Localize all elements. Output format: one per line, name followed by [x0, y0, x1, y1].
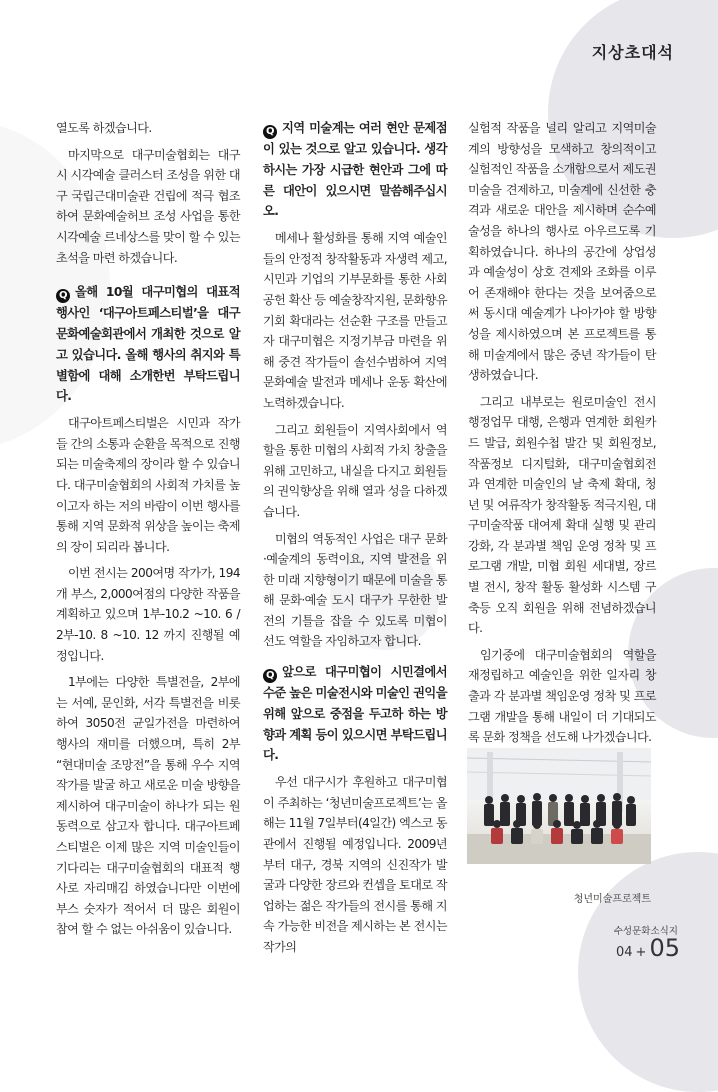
question-marker-icon: Q: [263, 669, 277, 683]
section-label: 지상초대석: [591, 43, 674, 62]
page-separator: +: [635, 945, 647, 960]
paragraph: 미협의 역동적인 사업은 대구 문화·예술계의 동력이요, 지역 발전을 위한 미래 지향형이기 때문에 미술을 통해 문화·예술 도시 대구가 무한한 발전의 기틀을 잡을 수 있도록 미협이 선도 역할을 자임하고자 합니다.: [263, 531, 447, 649]
page-number-right: 05: [649, 934, 680, 962]
question-text: 앞으로 대구미협이 시민결에서 수준 높은 미술전시와 미술인 권익을 위해 앞으로 중점을 두고하 하는 방향과 계획 등이 있으시면 부탁드립니다.: [263, 665, 447, 763]
question-text: 올해 10월 대구미협의 대표적 행사인 ‘대구아트페스티벌’을 대구 문화예술회관에서 개최한 것으로 알고 있습니다. 올해 행사의 취지와 특별함에 대해 소개한번 부탁드립니다.: [56, 285, 240, 404]
text-column-1: [56, 118, 240, 946]
paragraph: 대구아트페스티벌은 시민과 작가들 간의 소통과 순환을 목적으로 진행되는 미술축제의 장이라 할 수 있습니다. 대구미술협회의 사회적 가치를 높이고자 하는 저의 바람이 이번 행사를 통해 지역 문화적 위상을 높이는 축제의 장이 되리라 봅니다.: [56, 416, 240, 554]
page-number-left: 04: [616, 945, 633, 960]
paragraph: 마지막으로 대구미술협회는 대구시 시각예술 클러스터 조성을 위한 대구 국립근대미술관 건립에 적극 협조하여 문화예술허브 조성 사업을 통한 시각예술 르네상스를 맞이 할 수 있는 초석을 마련 하겠습니다.: [56, 147, 240, 265]
paragraph: 그리고 내부로는 원로미술인 전시 행정업무 대행, 은행과 연계한 회원카드 발급, 회원수첩 발간 및 회원정보, 작품정보 디지털화, 대구미술협회전 과 연계한 미술인의 날 축제 확대, 청년 및 여류작가 창작활동 적극지원, 대구미술작품 대여제 확대 실행 및 관리 강화, 각 분과별 책임 운영 정착 및 프로그램 개발, 미협 회원 세대별, 장르별 전시, 창작 활동 활성화 시스템 구축등 오직 회원을 위해 전념하겠습니다.: [468, 394, 656, 636]
paragraph: 1부에는 다양한 특별전을, 2부에는 서예, 문인화, 서각 특별전을 비롯하여 3050전 균일가전을 마련하여 행사의 재미를 더했으며, 특히 2부 “현대미술 조망전”을 통해 우수 지역작가를 발굴 하고 새로운 미술 방향을 제시하여 대구미술이 하나가 되는 원동력으로 삼고자 합니다. 대구아트페스티벌은 이제 많은 지역 미술인들이 기다리는 대구미술협회의 대표적 행사로 자리매김 하였습니다만 이번에 부스 숫자가 적어서 더 많은 회원이 참여 할 수 없는 아쉬움이 있습니다.: [56, 675, 240, 937]
paragraph: 그리고 회원들이 지역사회에서 역할을 통한 미협의 사회적 가치 창출을 위해 고민하고, 내실을 다지고 회원들의 권익향상을 위해 열과 성을 다하겠습니다.: [263, 422, 447, 519]
question-marker-icon: Q: [263, 125, 277, 139]
page-numbers: [616, 934, 680, 962]
paragraph: 실험적 작품을 널리 알리고 지역미술계의 방향성을 모색하고 창의적이고 실험적인 작품을 소개함으로서 제도권 미술을 견제하고, 미술계에 신선한 충격과 새로운 대안을 제시하며 순수예술성을 하나의 행사로 아우르도록 기획하였습니다. 하나의 공간에 상업성과 예술성이 상호 견제와 조화를 이루어 존재해야 한다는 것을 보여줌으로써 동시대 예술계가 나아가야 할 방향성을 제시하였으며 본 프로젝트를 통해 미술계에서 많은 중년 작가들이 탄생하였습니다.: [468, 121, 657, 383]
question-marker-icon: Q: [56, 289, 70, 303]
paragraph: 이번 전시는 200여명 작가가, 194개 부스, 2,000여점의 다양한 작품을 계획하고 있으며 1부-10.2 ~10. 6 / 2부-10. 8 ~10. 12 까지 진행될 예정입니다.: [56, 566, 240, 663]
text-column-2: [263, 118, 447, 964]
decor-circle-bottom-right: [578, 852, 718, 1092]
paragraph: 열도록 하겠습니다.: [56, 121, 152, 135]
photo-caption: 청년미술프로젝트: [573, 894, 651, 905]
interview-question: [263, 118, 447, 222]
interview-question: [56, 282, 240, 407]
question-text: 지역 미술계는 여러 현안 문제점이 있는 것으로 알고 있습니다. 생각하시는 가장 시급한 현안과 그에 따른 대안이 있으시면 말씀해주십시오.: [263, 121, 447, 219]
paragraph: 우선 대구시가 후원하고 대구미협이 주최하는 ‘청년미술프로젝트’는 올해는 11월 7일부터(4일간) 엑스코 동관에서 진행될 예정입니다. 2009년부터 대구, 경북 지역의 신진작가 발굴과 다양한 장르와 컨셉을 토대로 작업하는 젊은 작가들의 전시를 통해 지속 가능한 비전을 제시하는 본 전시는 작가의: [263, 775, 447, 954]
text-column-3: [468, 118, 656, 754]
interview-question: [263, 662, 447, 766]
group-photo-illustration: [467, 748, 651, 864]
magazine-name: 수성문화소식지: [613, 926, 678, 937]
paragraph: 메세나 활성화를 통해 지역 예술인들의 안정적 창작활동과 자생력 제고, 시민과 기업의 기부문화를 통한 사회공헌 확산 등 예술창작지원, 문화향유 기회 확대라는 선순환 구조를 만들고자 대구미협은 지정기부금 마련을 위해 중견 작가들이 솔선수범하여 지역문화예술 발전과 메세나 운동 확산에 노력하겠습니다.: [263, 231, 447, 410]
paragraph: 임기중에 대구미술협회의 역할을 재정립하고 예술인을 위한 일자리 창출과 각 분과별 책임운영 정착 및 프로그램 개발을 통해 내일이 더 기대되도록 문화 정책을 선도해 나가겠습니다.: [468, 647, 656, 745]
group-photo-image: [467, 748, 651, 864]
